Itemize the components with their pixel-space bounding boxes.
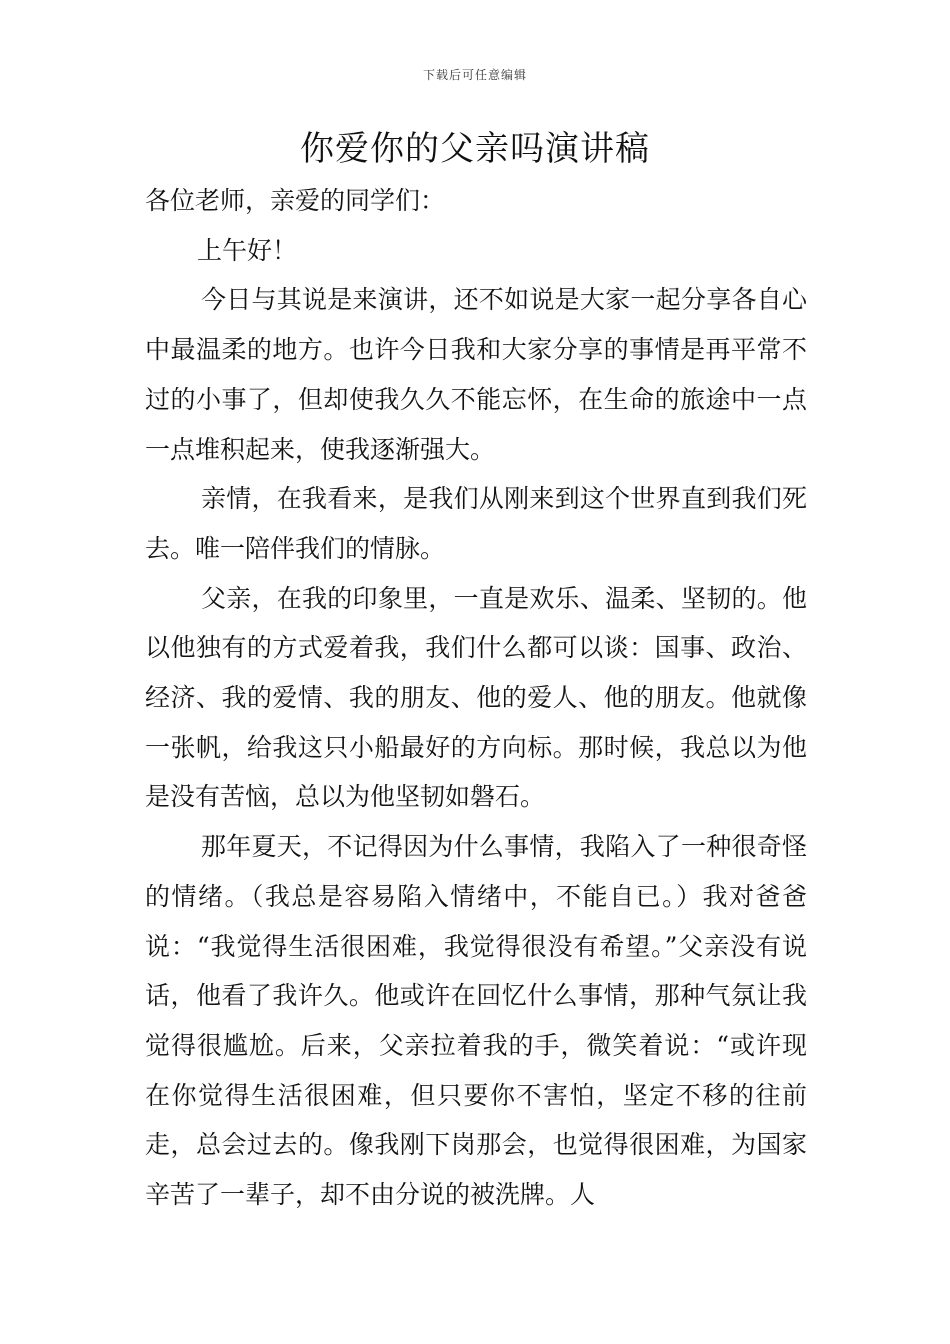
greeting: 上午好！ [197,235,298,265]
paragraph: 亲情，在我看来，是我们从刚来到这个世界直到我们死去。唯一陪伴我们的情脉。 [145,484,807,563]
salutation: 各位老师，亲爱的同学们： [145,186,446,215]
document-body [145,176,807,1220]
paragraph: 今日与其说是来演讲，还不如说是大家一起分享各自心中最温柔的地方。也许今日我和大家分享的事情是再平常不过的小事了，但却使我久久不能忘怀，在生命的旅途中一点一点堆积起来，使我逐渐强大。 [145,285,807,464]
paragraph: 父亲，在我的印象里，一直是欢乐、温柔、坚韧的。他以他独有的方式爱着我，我们什么都可以谈：国事、政治、经济、我的爱情、我的朋友、他的爱人、他的朋友。他就像一张帆，给我这只小船最好的方向标。那时候，我总以为他是没有苦恼，总以为他坚韧如磐石。 [145,583,807,812]
header-note: 下载后可任意编辑 [422,68,527,82]
paragraph: 那年夏天，不记得因为什么事情，我陷入了一种很奇怪的情绪。（我总是容易陷入情绪中，不能自已。）我对爸爸说：“我觉得生活很困难，我觉得很没有希望。”父亲没有说话，他看了我许久。他或许在回忆什么事情，那种气氛让我觉得很尴尬。后来，父亲拉着我的手，微笑着说：“或许现在你觉得生活很困难，但只要你不害怕，坚定不移的往前走，总会过去的。像我刚下岗那会，也觉得很困难，为国家辛苦了一辈子，却不由分说的被洗牌。人 [145,832,807,1210]
document-title: 你爱你的父亲吗演讲稿 [300,129,650,169]
